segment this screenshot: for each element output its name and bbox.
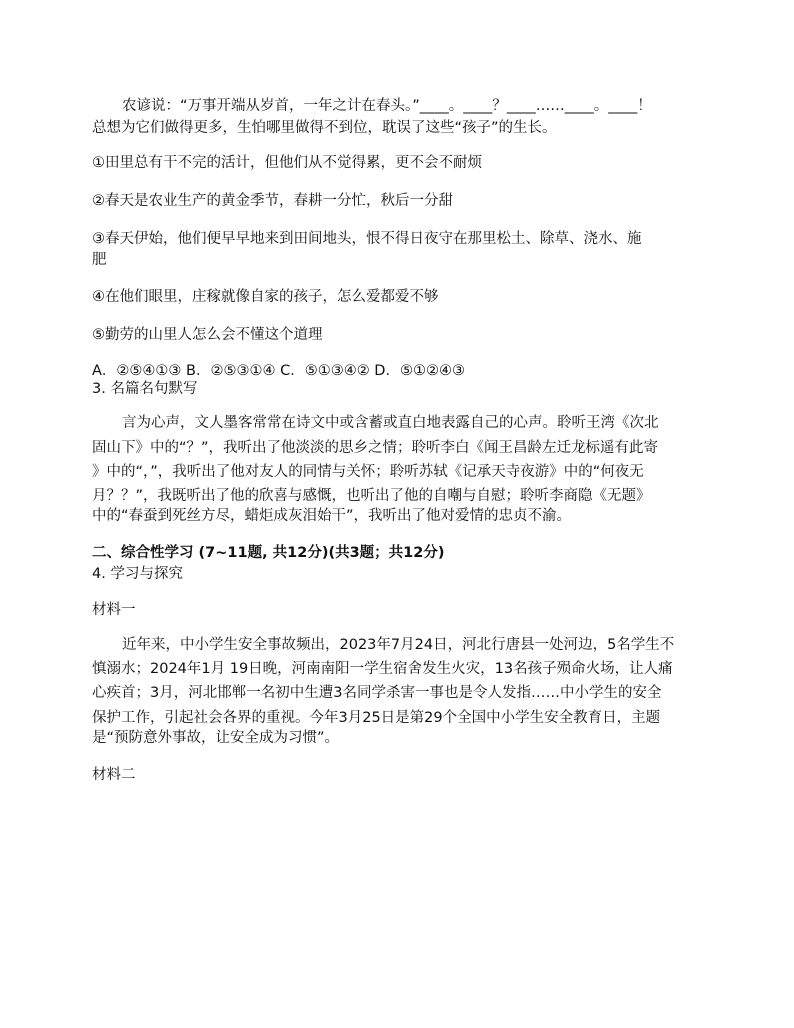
material-1-line-3: 心疾首；3月，河北邯郸一名初中生遭3名同学杀害一事也是令人发指……中小学生的安全 — [92, 685, 662, 701]
q3-body-line-3: 》中的“，”，我听出了他对友人的同情与关怀；聆听苏轼《记承天寺夜游》中的“何夜无 — [92, 464, 644, 480]
sentence-option-2: ②春天是农业生产的黄金季节，春耕一分忙，秋后一分甜 — [92, 193, 453, 209]
q3-body-line-5: 中的“春蚕到死丝方尽，蜡炬成灰泪始干”，我听出了他对爱情的忠贞不渝。 — [92, 508, 572, 524]
material-1-line-5: 是“预防意外事故，让安全成为习惯”。 — [92, 730, 340, 746]
sentence-option-3: ③春天伊始，他们便早早地来到田间地头，恨不得日夜守在那里松土、除草、浇水、施 — [92, 231, 642, 247]
material-1-line-4: 保护工作，引起社会各界的重视。今年3月25日是第29个全国中小学生安全教育日，主题 — [92, 710, 661, 726]
sentence-option-3-continued: 肥 — [92, 252, 107, 268]
section-2-title: 二、综合性学习 (7~11题, 共12分)(共3题；共12分) — [92, 545, 445, 561]
material-1-line-1: 近年来，中小学生安全事故频出，2023年7月24日，河北行唐县一处河边，5名学生不 — [122, 637, 675, 653]
sentence-option-5: ⑤勤劳的山里人怎么会不懂这个道理 — [92, 327, 323, 343]
sentence-option-1: ①田里总有干不完的活计，但他们从不觉得累，更不会不耐烦 — [92, 155, 482, 171]
material-1-label: 材料一 — [92, 602, 136, 618]
question-3-title: 3. 名篇名句默写 — [92, 381, 198, 397]
question-4-title: 4. 学习与探究 — [92, 566, 183, 582]
q3-body-line-2: 固山下》中的“？”，我听出了他淡淡的思乡之情；聆听李白《闻王昌龄左迁龙标遥有此寄 — [92, 440, 659, 456]
material-2-label: 材料二 — [92, 767, 136, 783]
sentence-option-4: ④在他们眼里，庄稼就像自家的孩子，怎么爱都爱不够 — [92, 289, 439, 305]
q3-body-line-1: 言为心声，文人墨客常常在诗文中或含蓄或直白地表露自己的心声。聆听王湾《次北 — [122, 415, 659, 431]
material-1-line-2: 慎溺水；2024年1月 19日晚，河南南阳一学生宿舍发生火灾，13名孩子殒命火场，让人痛 — [92, 661, 673, 677]
question-intro-line-1: 农谚说：“万事开端从岁首，一年之计在春头。”____。____？____……____。____！ — [122, 98, 652, 114]
question-intro-line-2: 总想为它们做得更多，生怕哪里做得不到位，耽误了这些“孩子”的生长。 — [92, 120, 557, 136]
answer-choices: A．②⑤④①③ B．②⑤③①④ C．⑤①③④② D．⑤①②④③ — [92, 363, 465, 379]
q3-body-line-4: 月？？”，我既听出了他的欣喜与感慨，也听出了他的自嘲与自慰；聆听李商隐《无题》 — [92, 488, 651, 504]
